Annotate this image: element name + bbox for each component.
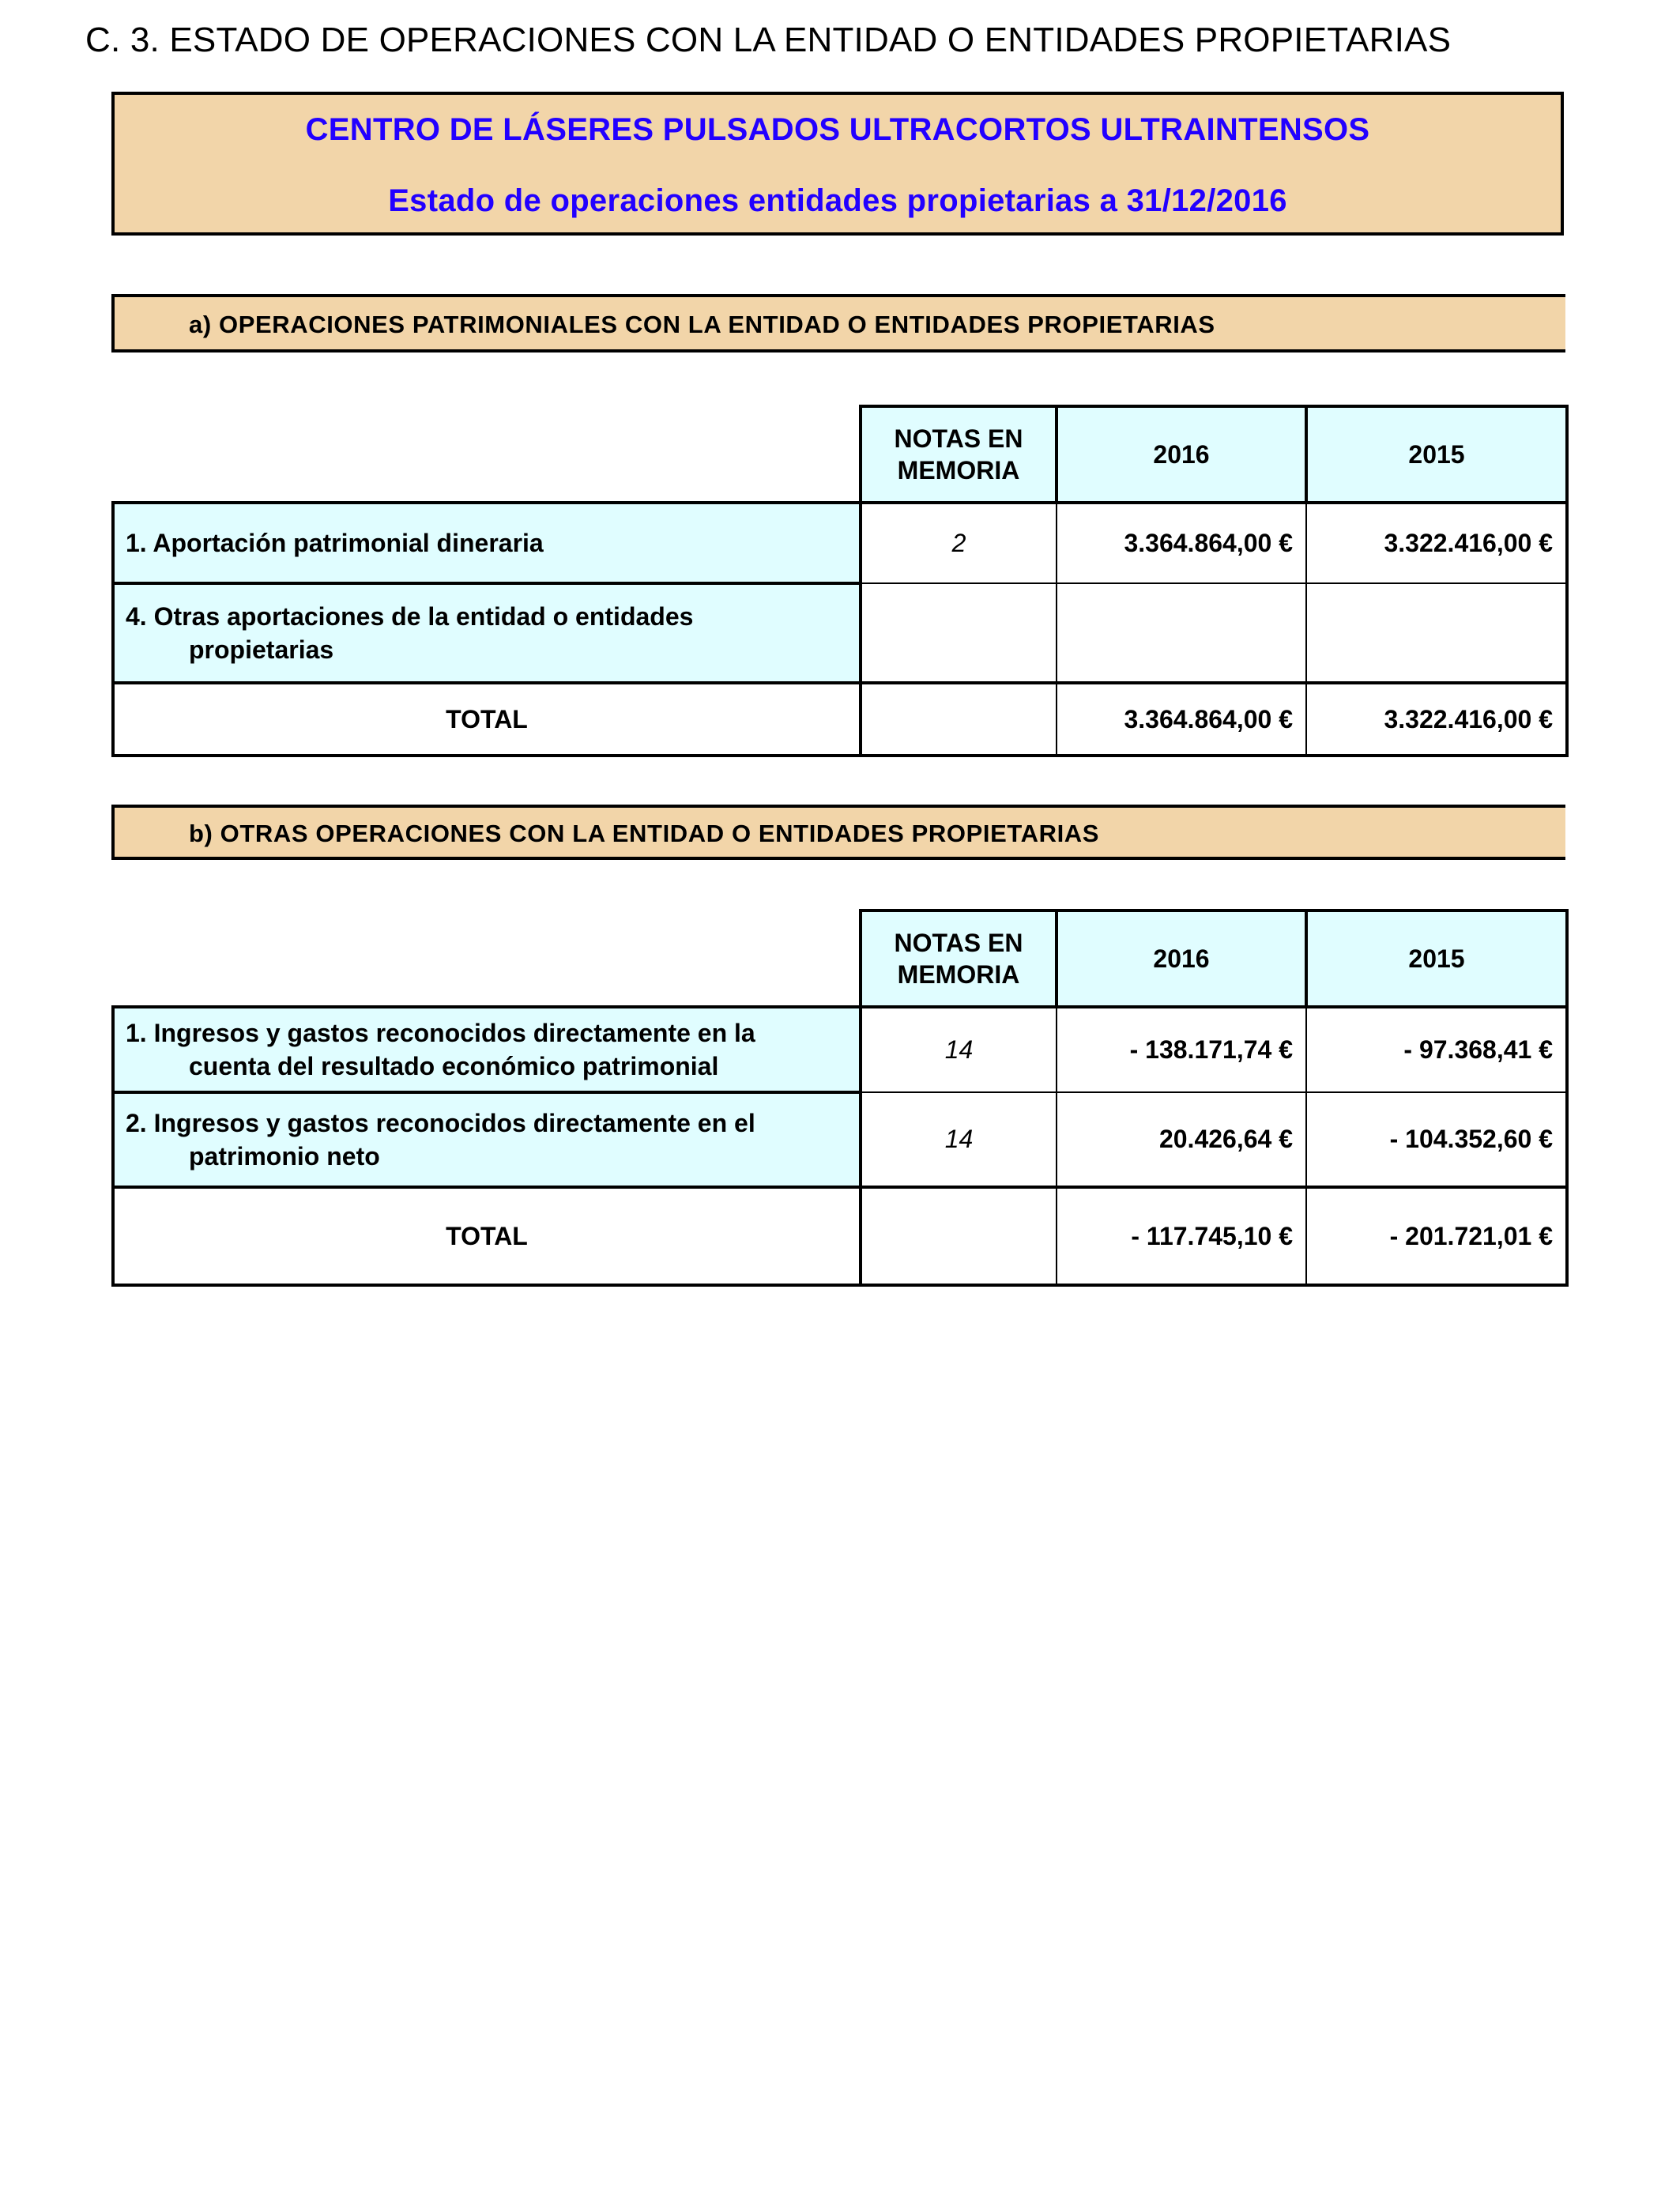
section-a-table: [111, 405, 1569, 757]
year-2016-header: 2016: [1057, 910, 1306, 1007]
row-value-2016: [1057, 583, 1306, 683]
section-b-title: b) OTRAS OPERACIONES CON LA ENTIDAD O ENTIDADES PROPIETARIAS: [189, 820, 1100, 847]
row-label: [113, 503, 861, 583]
table-row: [113, 583, 1567, 683]
empty-corner: [113, 406, 861, 503]
row-label: [113, 1092, 861, 1187]
total-row: [113, 683, 1567, 756]
section-b-table: [111, 909, 1569, 1287]
notes-header-line1: NOTAS EN: [894, 424, 1023, 453]
section-a-title-bar: [111, 294, 1565, 352]
row-note: [861, 583, 1057, 683]
row-label: [113, 583, 861, 683]
row-value-2016: 20.426,64 €: [1057, 1092, 1306, 1187]
total-value-2016: 3.364.864,00 €: [1057, 683, 1306, 756]
notes-column-header: [861, 406, 1057, 503]
statement-subtitle: Estado de operaciones entidades propietarias a 31/12/2016: [388, 183, 1287, 218]
year-2015-header: 2015: [1306, 406, 1567, 503]
section-b-title-bar: [111, 805, 1565, 860]
entity-header-box: [111, 92, 1564, 236]
row-note: 14: [861, 1092, 1057, 1187]
row-note: 14: [861, 1007, 1057, 1092]
row-label-continuation: patrimonio neto: [189, 1142, 380, 1171]
row-label-text: 2. Ingresos y gastos reconocidos directamente en el: [126, 1109, 755, 1137]
total-value-2016: - 117.745,10 €: [1057, 1187, 1306, 1285]
notes-header-line1: NOTAS EN: [894, 929, 1023, 957]
row-value-2015: [1306, 583, 1567, 683]
row-label-continuation: cuenta del resultado económico patrimonial: [189, 1052, 719, 1080]
row-value-2015: - 97.368,41 €: [1306, 1007, 1567, 1092]
row-value-2015: 3.322.416,00 €: [1306, 503, 1567, 583]
empty-corner: [113, 910, 861, 1007]
section-a-header-row: [113, 406, 1567, 503]
section-a-title: a) OPERACIONES PATRIMONIALES CON LA ENTIDAD O ENTIDADES PROPIETARIAS: [189, 311, 1215, 338]
year-2015-header: 2015: [1306, 910, 1567, 1007]
notes-column-header: [861, 910, 1057, 1007]
row-label-text: 1. Aportación patrimonial dineraria: [126, 529, 544, 557]
total-note: [861, 683, 1057, 756]
section-b-header-row: [113, 910, 1567, 1007]
row-note: 2: [861, 503, 1057, 583]
total-label: TOTAL: [113, 683, 861, 756]
table-row: [113, 1007, 1567, 1092]
table-row: [113, 503, 1567, 583]
row-label-text: 1. Ingresos y gastos reconocidos directamente en la: [126, 1019, 755, 1047]
total-label: TOTAL: [113, 1187, 861, 1285]
total-note: [861, 1187, 1057, 1285]
total-value-2015: - 201.721,01 €: [1306, 1187, 1567, 1285]
page-title: C. 3. ESTADO DE OPERACIONES CON LA ENTIDAD O ENTIDADES PROPIETARIAS: [85, 21, 1452, 59]
row-label-continuation: propietarias: [189, 635, 334, 664]
total-row: [113, 1187, 1567, 1285]
year-2016-header: 2016: [1057, 406, 1306, 503]
row-value-2016: 3.364.864,00 €: [1057, 503, 1306, 583]
notes-header-line2: MEMORIA: [897, 960, 1020, 989]
row-label: [113, 1007, 861, 1092]
row-value-2016: - 138.171,74 €: [1057, 1007, 1306, 1092]
notes-header-line2: MEMORIA: [897, 456, 1020, 484]
row-label-text: 4. Otras aportaciones de la entidad o entidades: [126, 602, 694, 631]
table-row: [113, 1092, 1567, 1187]
row-value-2015: - 104.352,60 €: [1306, 1092, 1567, 1187]
total-value-2015: 3.322.416,00 €: [1306, 683, 1567, 756]
entity-name: CENTRO DE LÁSERES PULSADOS ULTRACORTOS ULTRAINTENSOS: [305, 112, 1370, 147]
